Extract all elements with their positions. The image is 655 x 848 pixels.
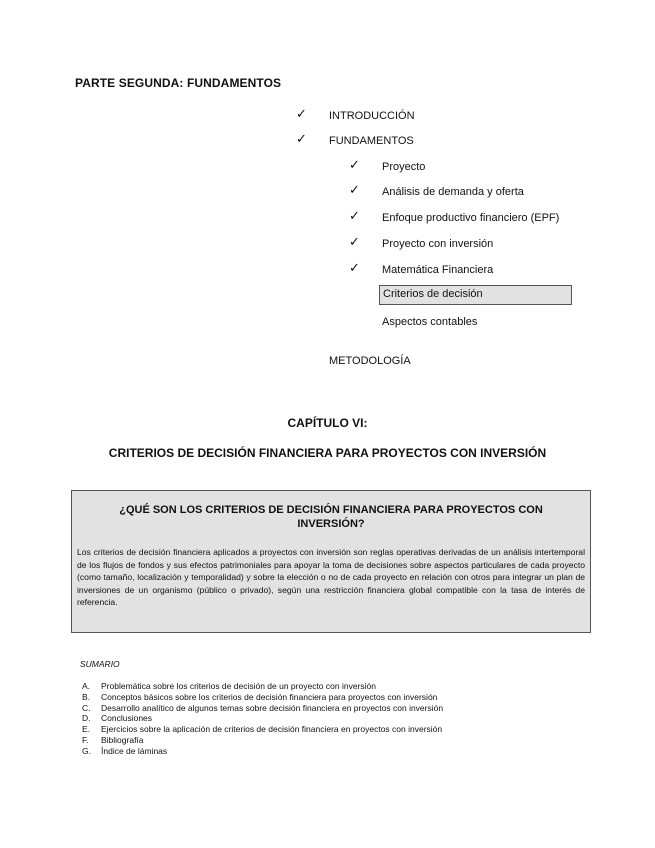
toc-item-introduccion: INTRODUCCIÓN <box>329 110 415 122</box>
chapter-number: CAPÍTULO VI: <box>287 416 368 430</box>
toc-subitem: Análisis de demanda y oferta <box>382 186 524 198</box>
list-text: Problemática sobre los criterios de decisión de un proyecto con inversión <box>101 681 376 691</box>
toc-subitem: Aspectos contables <box>382 316 478 328</box>
list-letter: F. <box>82 734 89 745</box>
toc-item-metodologia: METODOLOGÍA <box>329 355 411 367</box>
definition-text: Los criterios de decisión financiera aplicados a proyectos con inversión son reglas operativas derivadas de un análisis intertemporal de los flujos de fondos y sus efectos patrimoniales para apoyar la toma de decisiones sobre aspectos particulares de cada proyecto (como tamaño, localización y temporalidad) y sobre la elección o no de cada proyecto en relación con otros para integrar un plan de inversiones de un organismo (público o privado), según una restricción financiera global compatible con la tasa de interés de referencia. <box>77 547 585 608</box>
part-title: PARTE SEGUNDA: FUNDAMENTOS <box>75 76 282 90</box>
toc-subitem: Proyecto <box>382 161 426 173</box>
list-text: Bibliografía <box>101 734 144 745</box>
check-icon: ✓ <box>349 158 360 173</box>
check-icon: ✓ <box>296 107 307 122</box>
sumario-label: SUMARIO <box>80 659 120 669</box>
list-item <box>82 746 443 757</box>
check-icon: ✓ <box>349 183 360 198</box>
sumario-list <box>82 681 443 757</box>
list-text: Conclusiones <box>101 713 153 724</box>
list-item <box>82 692 443 703</box>
check-icon: ✓ <box>349 209 360 224</box>
list-text: Desarrollo analítico de algunos temas sobre decisión financiera en proyectos con inversión <box>101 702 444 713</box>
toc-item-fundamentos: FUNDAMENTOS <box>329 135 414 147</box>
list-item <box>82 724 443 735</box>
definition-box <box>71 490 591 633</box>
list-item <box>82 713 443 724</box>
list-item <box>82 681 443 692</box>
list-text: Conceptos básicos sobre los criterios de decisión financiera para proyectos con inversión <box>101 691 438 702</box>
chapter-title: CRITERIOS DE DECISIÓN FINANCIERA PARA PROYECTOS CON INVERSIÓN <box>108 446 547 460</box>
list-text: Índice de láminas <box>101 745 168 756</box>
toc-current-item: Criterios de decisión <box>379 285 572 305</box>
list-item <box>82 735 443 746</box>
list-letter: D. <box>82 713 91 724</box>
check-icon: ✓ <box>296 132 307 147</box>
list-letter: B. <box>82 691 91 702</box>
list-letter: A. <box>82 681 91 691</box>
toc-subitem: Proyecto con inversión <box>382 238 494 250</box>
definition-title: ¿QUÉ SON LOS CRITERIOS DE DECISIÓN FINANCIERA PARA PROYECTOS CON INVERSIÓN? <box>119 504 543 530</box>
list-letter: C. <box>82 702 91 713</box>
list-item <box>82 703 443 714</box>
list-letter: E. <box>82 724 91 735</box>
toc-subitem: Enfoque productivo financiero (EPF) <box>382 212 560 224</box>
toc-subitem: Matemática Financiera <box>382 264 494 276</box>
list-letter: G. <box>82 745 91 756</box>
check-icon: ✓ <box>349 235 360 250</box>
check-icon: ✓ <box>349 261 360 276</box>
list-text: Ejercicios sobre la aplicación de criterios de decisión financiera en proyectos con inversión <box>101 724 443 735</box>
